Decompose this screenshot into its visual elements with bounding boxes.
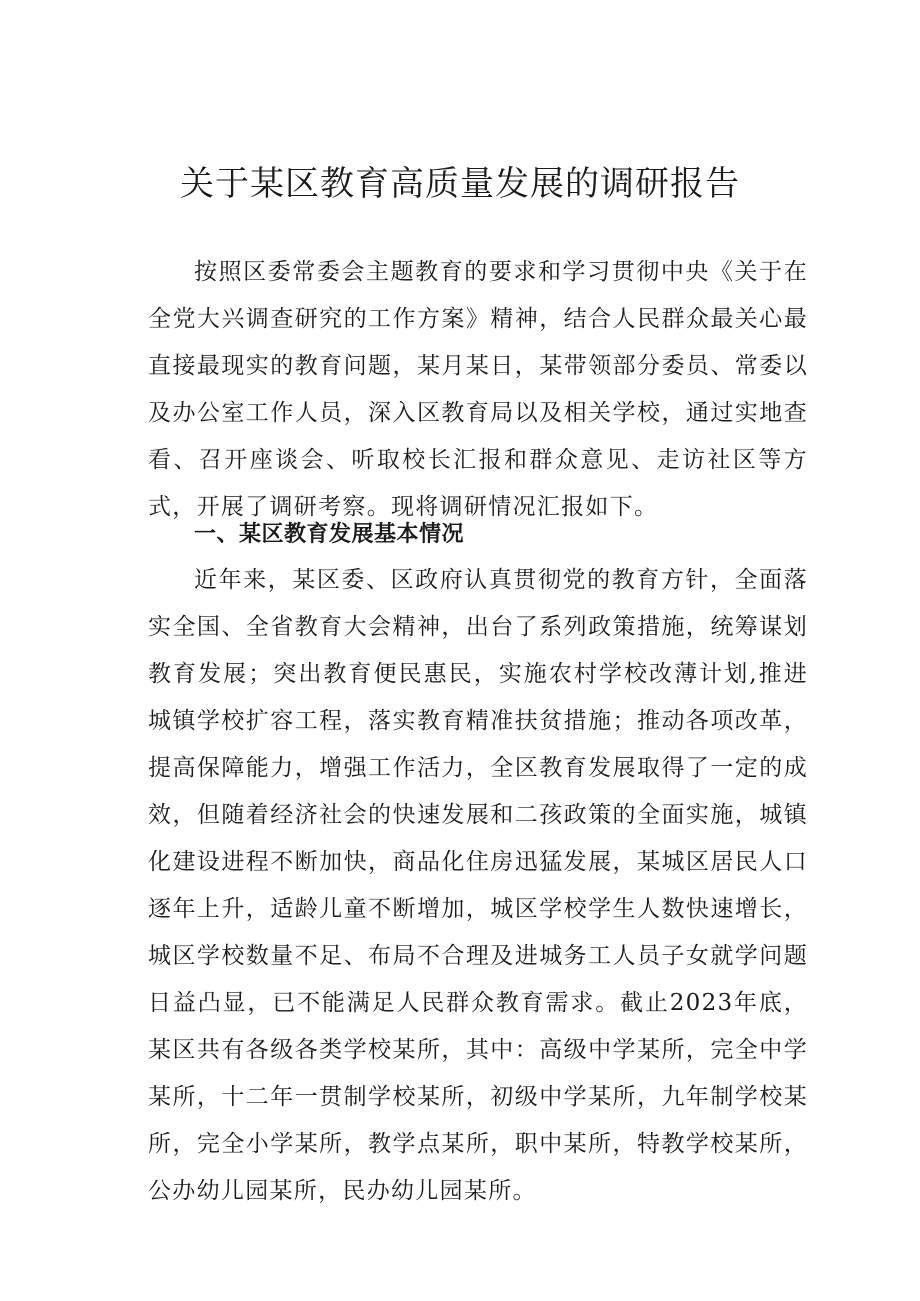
document-title: 关于某区教育高质量发展的调研报告 xyxy=(180,164,740,204)
intro-paragraph: 按照区委常委会主题教育的要求和学习贯彻中央《关于在全党大兴调查研究的工作方案》精神，结合人民群众最关心最直接最现实的教育问题，某月某日，某带领部分委员、常委以及办公室工作人员，深入区教育局以及相关学校，通过实地查看、召开座谈会、听取校长汇报和群众意见、走访社区等方式，开展了调研考察。现将调研情况汇报如下。 xyxy=(148,259,808,520)
section-heading: 一、某区教育发展基本情况 xyxy=(194,522,465,547)
section-1-paragraph: 近年来，某区委、区政府认真贯彻党的教育方针，全面落实全国、全省教育大会精神，出台了系列政策措施，统筹谋划教育发展；突出教育便民惠民，实施农村学校改薄计划,推进城镇学校扩容工程，落实教育精准扶贫措施；推动各项改革，提高保障能力，增强工作活力，全区教育发展取得了一定的成效，但随着经济社会的快速发展和二孩政策的全面实施，城镇化建设进程不断加快，商品化住房迅猛发展，某城区居民人口逐年上升，适龄儿童不断增加，城区学校学生人数快速增长，城区学校数量不足、布局不合理及进城务工人员子女就学问题日益凸显，已不能满足人民群众教育需求。截止2023年底，某区共有各级各类学校某所，其中：高级中学某所，完全中学某所，十二年一贯制学校某所，初级中学某所，九年制学校某所，完全小学某所，教学点某所，职中某所，特教学校某所，公办幼儿园某所，民办幼儿园某所。 xyxy=(148,567,808,1204)
